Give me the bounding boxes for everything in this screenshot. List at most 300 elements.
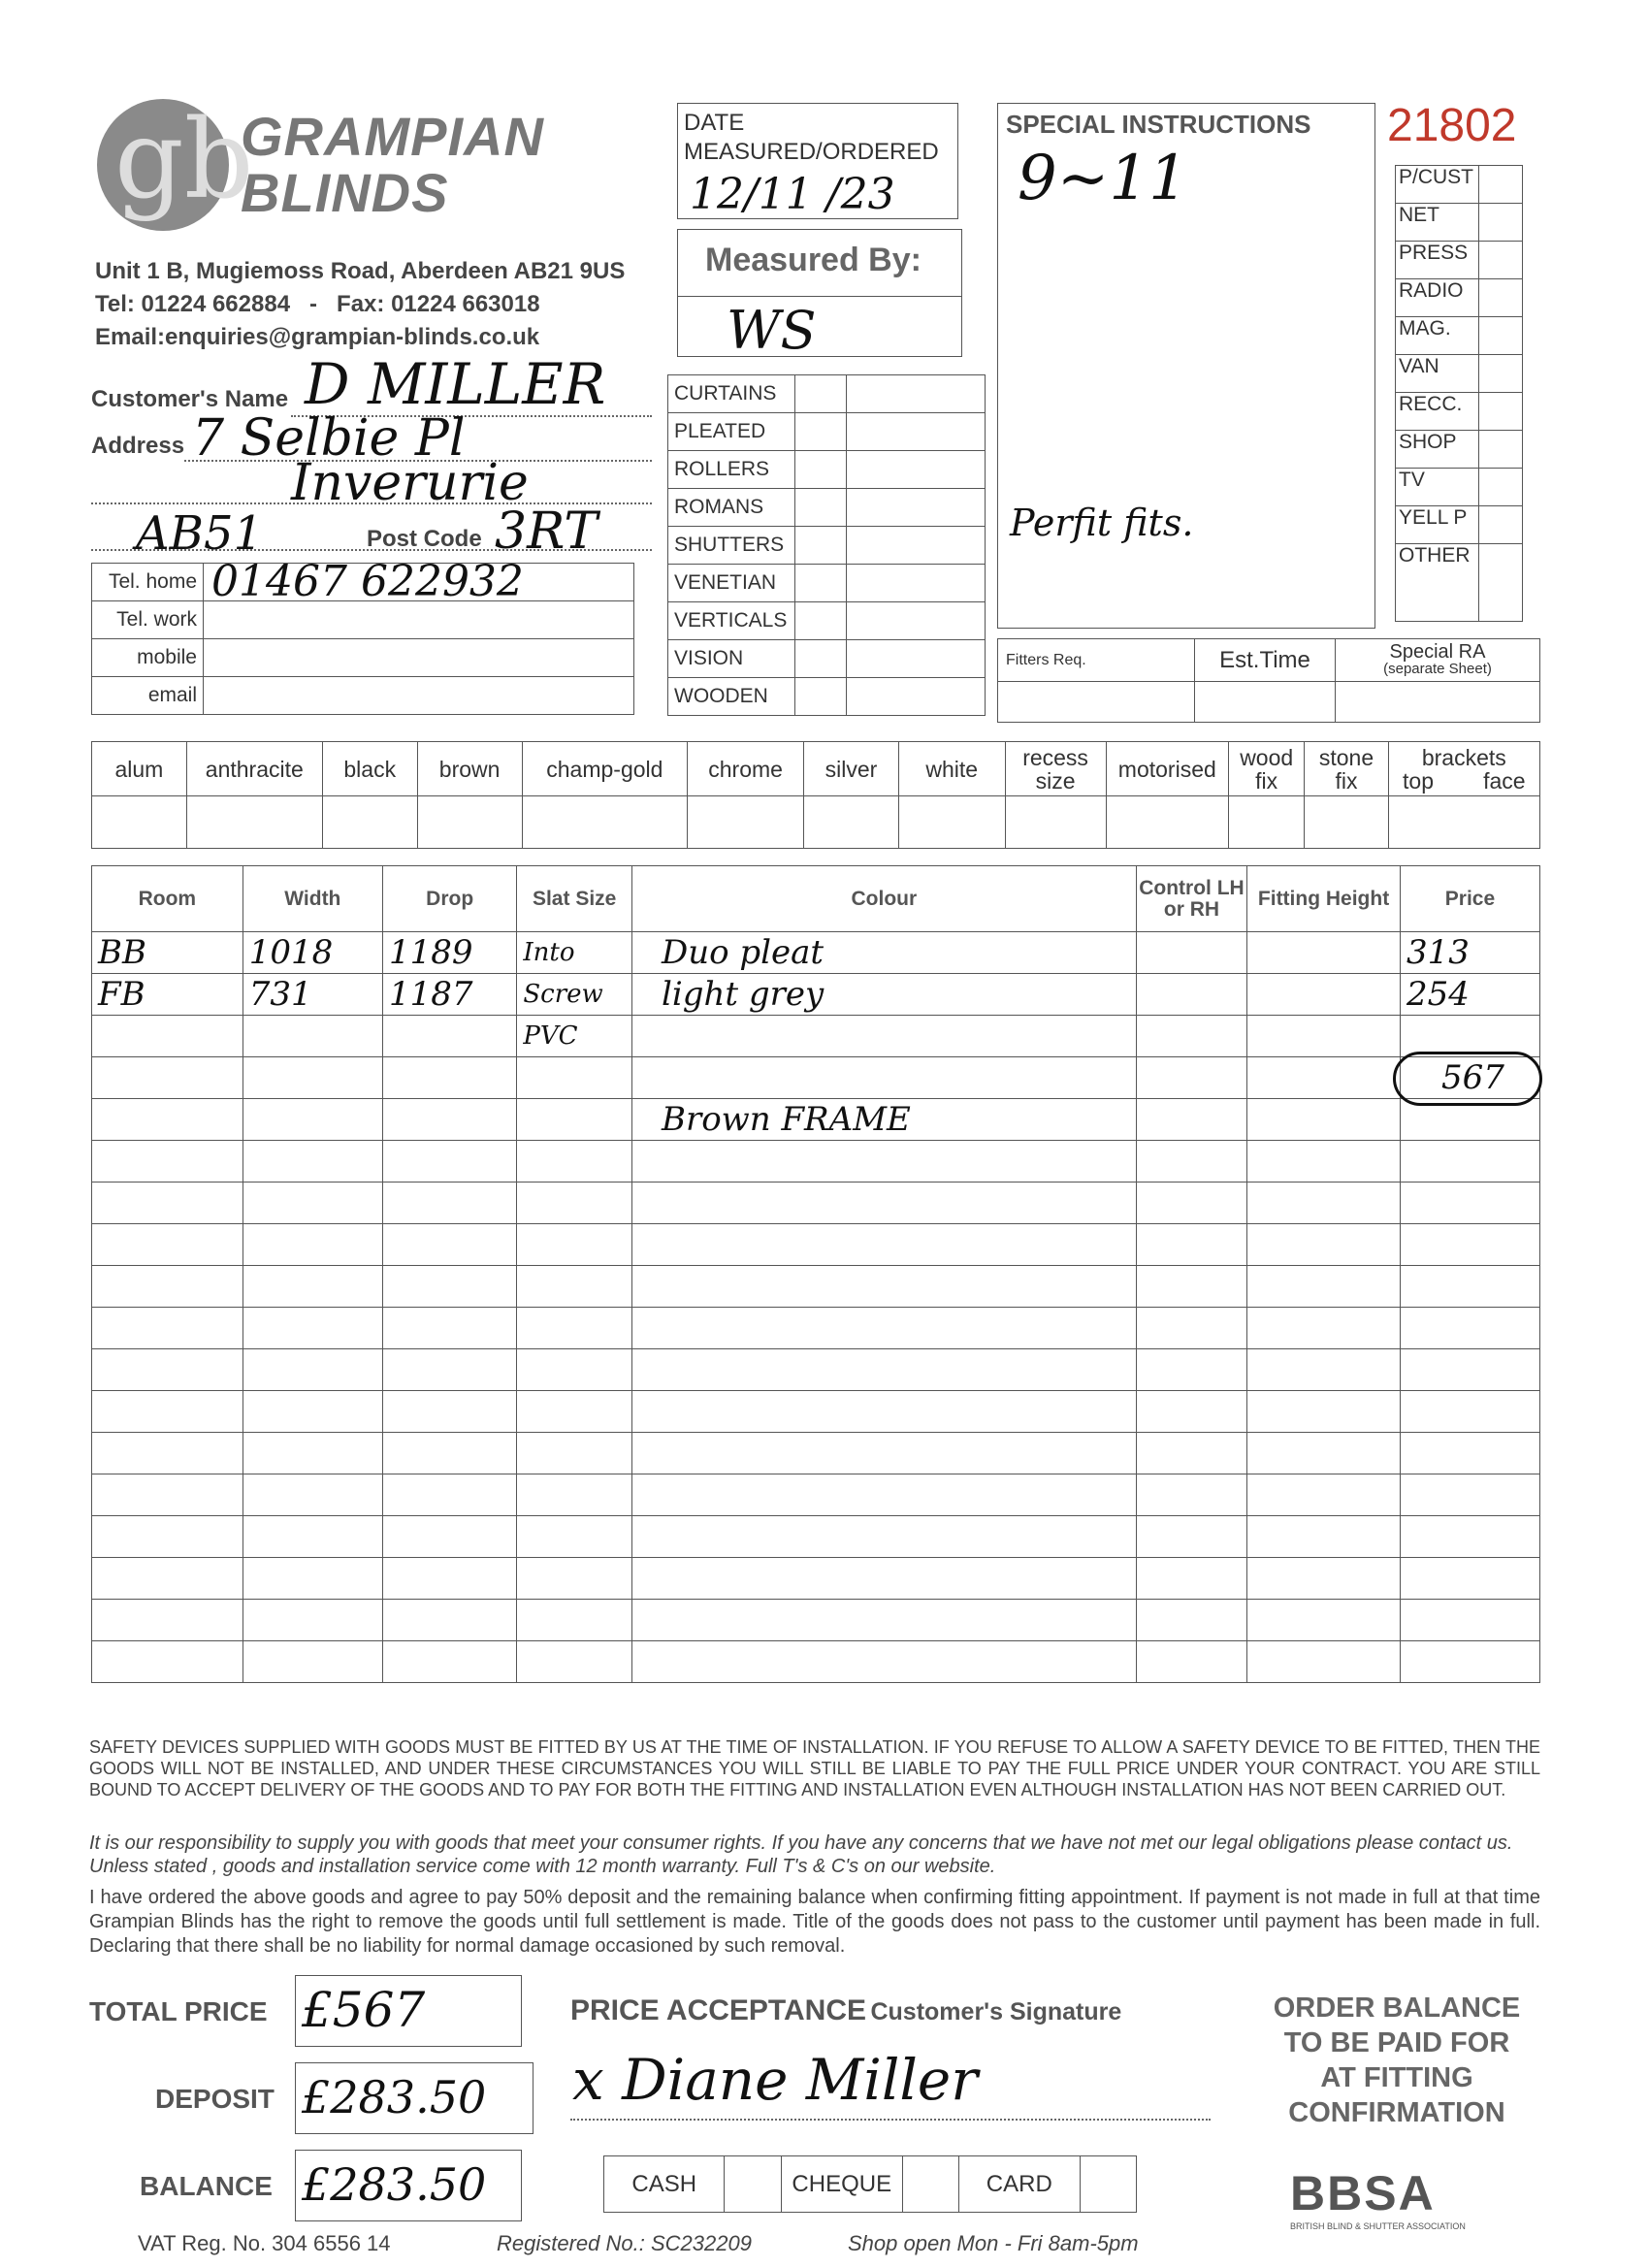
- finish-checkbox[interactable]: [804, 796, 899, 849]
- order-cell-room[interactable]: [92, 1141, 243, 1183]
- source-checkbox[interactable]: [1479, 166, 1523, 204]
- order-cell-control[interactable]: [1136, 1349, 1246, 1391]
- order-cell-slat-size[interactable]: [517, 1349, 632, 1391]
- order-cell-colour[interactable]: [631, 1057, 1136, 1099]
- finish-checkbox[interactable]: [522, 796, 688, 849]
- order-table: [91, 865, 1540, 1683]
- order-cell-width[interactable]: [242, 1141, 382, 1183]
- order-cell-control[interactable]: [1136, 1391, 1246, 1433]
- product-row: [668, 565, 986, 602]
- product-qty[interactable]: [795, 375, 847, 413]
- order-cell-slat-size[interactable]: Screw: [517, 974, 632, 1016]
- product-qty[interactable]: [795, 489, 847, 527]
- order-cell-colour[interactable]: Brown FRAME: [631, 1099, 1136, 1141]
- source-label: YELL P: [1396, 506, 1479, 544]
- order-cell-slat-size[interactable]: [517, 1558, 632, 1600]
- order-cell-slat-size[interactable]: [517, 1224, 632, 1266]
- source-checkbox[interactable]: [1479, 393, 1523, 431]
- order-cell-fitting-height[interactable]: [1247, 1057, 1401, 1099]
- shop-hours: Shop open Mon - Fri 8am-5pm: [848, 2231, 1139, 2255]
- order-cell-drop[interactable]: [382, 1558, 516, 1600]
- finish-label: alum: [114, 756, 164, 782]
- source-label: VAN: [1396, 355, 1479, 393]
- order-cell-control[interactable]: [1136, 1099, 1246, 1141]
- order-cell-drop[interactable]: [382, 1266, 516, 1308]
- product-qty[interactable]: [795, 527, 847, 565]
- order-cell-fitting-height[interactable]: [1247, 1391, 1401, 1433]
- order-cell-control[interactable]: [1136, 1016, 1246, 1057]
- order-row: [92, 1474, 1540, 1516]
- product-notes[interactable]: [847, 413, 986, 451]
- order-cell-control[interactable]: [1136, 1474, 1246, 1516]
- finish-checkbox[interactable]: [1388, 796, 1539, 849]
- order-cell-width[interactable]: [242, 1516, 382, 1558]
- order-cell-room[interactable]: [92, 1224, 243, 1266]
- product-qty[interactable]: [795, 678, 847, 716]
- product-label: VENETIAN: [668, 565, 795, 602]
- order-cell-slat-size[interactable]: PVC: [517, 1016, 632, 1057]
- special-instructions-line2[interactable]: Perfit fits.: [1010, 502, 1194, 544]
- order-cell-width[interactable]: [242, 1474, 382, 1516]
- product-label: WOODEN: [668, 678, 795, 716]
- source-checkbox[interactable]: [1479, 279, 1523, 317]
- order-cell-width[interactable]: [242, 1308, 382, 1349]
- order-cell-control[interactable]: [1136, 1433, 1246, 1474]
- order-cell-room[interactable]: [92, 1266, 243, 1308]
- postcode-part2[interactable]: 3RT: [495, 502, 598, 561]
- order-cell-price[interactable]: [1400, 1016, 1539, 1057]
- order-header: Fitting Height: [1247, 866, 1401, 932]
- order-cell-room[interactable]: [92, 1391, 243, 1433]
- order-cell-slat-size[interactable]: [517, 1057, 632, 1099]
- finish-label: brown: [438, 756, 501, 782]
- order-cell-width[interactable]: [242, 1266, 382, 1308]
- order-cell-slat-size[interactable]: [517, 1308, 632, 1349]
- source-checkbox[interactable]: [1479, 469, 1523, 506]
- order-cell-slat-size[interactable]: [517, 1433, 632, 1474]
- payment-method-cash: CASH: [604, 2156, 725, 2213]
- order-cell-room[interactable]: BB: [92, 932, 243, 974]
- order-cell-room[interactable]: [92, 1641, 243, 1683]
- order-row: [92, 1183, 1540, 1224]
- order-cell-width[interactable]: 731: [242, 974, 382, 1016]
- source-row: [1396, 204, 1523, 242]
- company-name-line2: BLINDS: [241, 162, 449, 223]
- order-cell-colour[interactable]: [631, 1641, 1136, 1683]
- order-cell-price[interactable]: 313: [1400, 932, 1539, 974]
- source-row: [1396, 469, 1523, 506]
- order-cell-colour[interactable]: [631, 1349, 1136, 1391]
- postcode-part1[interactable]: AB51: [136, 506, 264, 561]
- product-row: [668, 375, 986, 413]
- source-checkbox[interactable]: [1479, 506, 1523, 544]
- order-cell-room[interactable]: [92, 1057, 243, 1099]
- special-ra-value[interactable]: [1336, 682, 1540, 723]
- order-cell-width[interactable]: [242, 1016, 382, 1057]
- order-cell-colour[interactable]: [631, 1558, 1136, 1600]
- total-circle-mark: [1393, 1052, 1542, 1106]
- order-cell-drop[interactable]: 1187: [382, 974, 516, 1016]
- product-row: [668, 527, 986, 565]
- order-cell-fitting-height[interactable]: [1247, 1558, 1401, 1600]
- order-cell-colour[interactable]: [631, 1308, 1136, 1349]
- special-ra-cell: [1336, 639, 1540, 682]
- order-cell-width[interactable]: 1018: [242, 932, 382, 974]
- balance-value[interactable]: £283.50: [295, 2150, 522, 2221]
- deposit-value[interactable]: £283.50: [295, 2062, 534, 2134]
- product-qty[interactable]: [795, 565, 847, 602]
- order-cell-price[interactable]: [1400, 1349, 1539, 1391]
- payment-method-cheque: CHEQUE: [781, 2156, 902, 2213]
- order-cell-room[interactable]: [92, 1433, 243, 1474]
- order-cell-control[interactable]: [1136, 1600, 1246, 1641]
- order-cell-room[interactable]: [92, 1016, 243, 1057]
- source-checkbox[interactable]: [1479, 544, 1523, 622]
- order-cell-fitting-height[interactable]: [1247, 1600, 1401, 1641]
- order-cell-price[interactable]: [1400, 1433, 1539, 1474]
- source-label: P/CUST: [1396, 166, 1479, 204]
- order-cell-fitting-height[interactable]: [1247, 1349, 1401, 1391]
- order-cell-width[interactable]: [242, 1099, 382, 1141]
- order-cell-fitting-height[interactable]: [1247, 932, 1401, 974]
- order-cell-room[interactable]: FB: [92, 974, 243, 1016]
- source-table: [1395, 165, 1523, 622]
- finish-option: [1228, 742, 1304, 796]
- order-cell-drop[interactable]: [382, 1308, 516, 1349]
- finish-label: anthracite: [205, 756, 304, 782]
- order-cell-control[interactable]: [1136, 1057, 1246, 1099]
- order-header: Drop: [382, 866, 516, 932]
- product-notes[interactable]: [847, 565, 986, 602]
- order-cell-slat-size[interactable]: [517, 1391, 632, 1433]
- order-cell-price[interactable]: [1400, 1558, 1539, 1600]
- finish-checkbox[interactable]: [1228, 796, 1304, 849]
- order-cell-price[interactable]: 567: [1400, 1057, 1539, 1099]
- order-cell-price[interactable]: [1400, 1099, 1539, 1141]
- order-cell-control[interactable]: [1136, 1183, 1246, 1224]
- finish-checkbox[interactable]: [92, 796, 187, 849]
- contact-label: email: [92, 677, 204, 715]
- address-line2[interactable]: Inverurie: [291, 454, 529, 512]
- order-cell-width[interactable]: [242, 1558, 382, 1600]
- company-name-line1: GRAMPIAN: [241, 106, 544, 167]
- finish-option: [322, 742, 417, 796]
- order-cell-drop[interactable]: [382, 1057, 516, 1099]
- order-cell-width[interactable]: [242, 1183, 382, 1224]
- order-cell-control[interactable]: [1136, 932, 1246, 974]
- order-cell-fitting-height[interactable]: [1247, 1224, 1401, 1266]
- source-label: RADIO: [1396, 279, 1479, 317]
- order-cell-width[interactable]: [242, 1641, 382, 1683]
- product-label: ROMANS: [668, 489, 795, 527]
- order-cell-fitting-height[interactable]: [1247, 1183, 1401, 1224]
- finish-option: [688, 742, 804, 796]
- source-label: OTHER: [1396, 544, 1479, 622]
- address-line1[interactable]: 7 Selbie Pl: [192, 409, 466, 468]
- order-cell-price[interactable]: [1400, 1474, 1539, 1516]
- order-cell-fitting-height[interactable]: [1247, 974, 1401, 1016]
- fitters-table: [997, 638, 1540, 723]
- product-notes[interactable]: [847, 640, 986, 678]
- order-cell-room[interactable]: [92, 1349, 243, 1391]
- order-cell-colour[interactable]: [631, 1474, 1136, 1516]
- order-cell-price[interactable]: [1400, 1600, 1539, 1641]
- order-cell-price[interactable]: [1400, 1266, 1539, 1308]
- total-price-label: TOTAL PRICE: [89, 1996, 268, 2026]
- order-cell-drop[interactable]: [382, 1600, 516, 1641]
- contact-value[interactable]: [204, 601, 634, 639]
- finish-option: [1388, 742, 1539, 796]
- product-notes[interactable]: [847, 602, 986, 640]
- finish-label: white: [925, 756, 979, 782]
- order-cell-room[interactable]: [92, 1516, 243, 1558]
- company-logo: [95, 97, 254, 233]
- order-cell-price[interactable]: [1400, 1641, 1539, 1683]
- order-cell-slat-size[interactable]: [517, 1266, 632, 1308]
- product-row: [668, 451, 986, 489]
- product-notes[interactable]: [847, 678, 986, 716]
- source-label: MAG.: [1396, 317, 1479, 355]
- order-cell-drop[interactable]: [382, 1433, 516, 1474]
- order-cell-width[interactable]: [242, 1224, 382, 1266]
- order-header: Price: [1400, 866, 1539, 932]
- measured-by-box: [677, 229, 962, 361]
- order-balance-note: [1242, 1991, 1552, 2130]
- order-cell-width[interactable]: [242, 1433, 382, 1474]
- finish-checkbox[interactable]: [688, 796, 804, 849]
- date-box: [677, 103, 958, 219]
- finish-checkbox[interactable]: [898, 796, 1005, 849]
- est-time-label: Est.Time: [1195, 639, 1336, 682]
- order-cell-slat-size[interactable]: [517, 1516, 632, 1558]
- measured-by-value[interactable]: WS: [727, 300, 817, 361]
- order-cell-price[interactable]: [1400, 1224, 1539, 1266]
- order-cell-control[interactable]: [1136, 1516, 1246, 1558]
- terms-agreement: I have ordered the above goods and agree to pay 50% deposit and the remaining balance when confirming fitting appointment. If payment is not made in full at that time Grampian Blinds has the right to remove the goods until full settlement is made. Title of the goods does not pass to the customer until payment has been made in full. Declaring that there shall be no liability for normal damage occasioned by such removal.: [89, 1887, 1540, 1957]
- special-instructions-line1[interactable]: 9~11: [1018, 143, 1188, 214]
- order-cell-colour[interactable]: [631, 1266, 1136, 1308]
- contact-value[interactable]: [204, 639, 634, 677]
- order-cell-drop[interactable]: [382, 1183, 516, 1224]
- order-cell-fitting-height[interactable]: [1247, 1099, 1401, 1141]
- order-cell-colour[interactable]: [631, 1224, 1136, 1266]
- order-cell-fitting-height[interactable]: [1247, 1141, 1401, 1183]
- order-cell-room[interactable]: [92, 1308, 243, 1349]
- finish-option: [186, 742, 322, 796]
- order-cell-control[interactable]: [1136, 1641, 1246, 1683]
- order-header: Colour: [631, 866, 1136, 932]
- fitters-req-label: Fitters Req.: [998, 639, 1195, 682]
- finish-sublabel: size: [1035, 767, 1076, 794]
- finish-checkbox[interactable]: [417, 796, 522, 849]
- total-price-value[interactable]: £567: [295, 1975, 522, 2047]
- order-cell-room[interactable]: [92, 1600, 243, 1641]
- terms-rights: It is our responsibility to supply you with goods that meet your consumer rights. If you have any concerns that we have not met our legal obligations please contact us. Unless stated , goods and installation service come with 12 month warranty. Full T's & C's on our website.: [89, 1832, 1513, 1877]
- contact-row: [92, 677, 634, 715]
- order-cell-width[interactable]: [242, 1057, 382, 1099]
- order-row: [92, 1516, 1540, 1558]
- order-cell-colour[interactable]: [631, 1433, 1136, 1474]
- order-cell-drop[interactable]: 1189: [382, 932, 516, 974]
- contact-table: [91, 557, 634, 715]
- finish-checkbox[interactable]: [322, 796, 417, 849]
- order-cell-price[interactable]: [1400, 1308, 1539, 1349]
- order-cell-colour[interactable]: [631, 1141, 1136, 1183]
- order-cell-fitting-height[interactable]: [1247, 1433, 1401, 1474]
- product-qty[interactable]: [795, 451, 847, 489]
- order-cell-drop[interactable]: [382, 1141, 516, 1183]
- price-acceptance-label: PRICE ACCEPTANCE: [570, 1994, 867, 2026]
- source-checkbox[interactable]: [1479, 242, 1523, 279]
- order-cell-drop[interactable]: [382, 1224, 516, 1266]
- order-cell-colour[interactable]: Duo pleat: [631, 932, 1136, 974]
- order-cell-control[interactable]: [1136, 974, 1246, 1016]
- order-cell-price[interactable]: [1400, 1516, 1539, 1558]
- order-cell-slat-size[interactable]: [517, 1474, 632, 1516]
- order-cell-slat-size[interactable]: Into: [517, 932, 632, 974]
- order-cell-control[interactable]: [1136, 1224, 1246, 1266]
- order-cell-control[interactable]: [1136, 1141, 1246, 1183]
- finish-option: [92, 742, 187, 796]
- order-row: [92, 1016, 1540, 1057]
- order-cell-drop[interactable]: [382, 1516, 516, 1558]
- finish-option: [522, 742, 688, 796]
- order-cell-slat-size[interactable]: [517, 1183, 632, 1224]
- order-cell-width[interactable]: [242, 1600, 382, 1641]
- company-email: Email:enquiries@grampian-blinds.co.uk: [95, 324, 540, 350]
- order-cell-slat-size[interactable]: [517, 1099, 632, 1141]
- order-cell-price[interactable]: [1400, 1391, 1539, 1433]
- finish-checkbox[interactable]: [186, 796, 322, 849]
- finish-sublabel: top face: [1403, 767, 1526, 794]
- order-cell-colour[interactable]: [631, 1516, 1136, 1558]
- order-cell-price[interactable]: 254: [1400, 974, 1539, 1016]
- product-label: SHUTTERS: [668, 527, 795, 565]
- source-checkbox[interactable]: [1479, 204, 1523, 242]
- order-cell-colour[interactable]: light grey: [631, 974, 1136, 1016]
- contact-value[interactable]: 01467 622932: [204, 564, 634, 601]
- finishes-table: [91, 741, 1540, 849]
- product-notes[interactable]: [847, 451, 986, 489]
- payment-checkbox[interactable]: [725, 2156, 781, 2213]
- order-cell-fitting-height[interactable]: [1247, 1266, 1401, 1308]
- source-label: PRESS: [1396, 242, 1479, 279]
- source-checkbox[interactable]: [1479, 431, 1523, 469]
- special-instructions-box: [997, 103, 1375, 629]
- deposit-label: DEPOSIT: [155, 2084, 275, 2114]
- source-checkbox[interactable]: [1479, 317, 1523, 355]
- source-label: TV: [1396, 469, 1479, 506]
- order-balance-line1: ORDER BALANCE: [1273, 1993, 1521, 2024]
- customer-name-value[interactable]: D MILLER: [305, 351, 606, 417]
- order-cell-room[interactable]: [92, 1558, 243, 1600]
- company-address: Unit 1 B, Mugiemoss Road, Aberdeen AB21 9US: [95, 258, 626, 284]
- order-cell-colour[interactable]: [631, 1600, 1136, 1641]
- order-cell-price[interactable]: [1400, 1141, 1539, 1183]
- finish-checkbox[interactable]: [1305, 796, 1388, 849]
- order-row: [92, 1558, 1540, 1600]
- order-cell-control[interactable]: [1136, 1558, 1246, 1600]
- order-cell-room[interactable]: [92, 1474, 243, 1516]
- order-cell-width[interactable]: [242, 1349, 382, 1391]
- bbsa-logo-subtitle: BRITISH BLIND & SHUTTER ASSOCIATION: [1290, 2221, 1466, 2231]
- order-cell-width[interactable]: [242, 1391, 382, 1433]
- product-notes[interactable]: [847, 527, 986, 565]
- product-row: [668, 489, 986, 527]
- order-row: [92, 1141, 1540, 1183]
- source-row: [1396, 317, 1523, 355]
- payment-checkbox[interactable]: [1080, 2156, 1136, 2213]
- product-qty[interactable]: [795, 602, 847, 640]
- product-notes[interactable]: [847, 375, 986, 413]
- order-cell-drop[interactable]: [382, 1391, 516, 1433]
- order-cell-colour[interactable]: [631, 1183, 1136, 1224]
- finish-label: recess: [1022, 744, 1088, 770]
- order-cell-drop[interactable]: [382, 1474, 516, 1516]
- order-cell-price[interactable]: [1400, 1183, 1539, 1224]
- order-cell-drop[interactable]: [382, 1641, 516, 1683]
- contact-value[interactable]: [204, 677, 634, 715]
- order-row: [92, 1641, 1540, 1683]
- order-cell-drop[interactable]: [382, 1099, 516, 1141]
- finish-label: champ-gold: [546, 756, 663, 782]
- product-row: [668, 413, 986, 451]
- measured-by-label: Measured By:: [705, 242, 922, 278]
- payment-checkbox[interactable]: [902, 2156, 958, 2213]
- order-cell-control[interactable]: [1136, 1308, 1246, 1349]
- product-notes[interactable]: [847, 489, 986, 527]
- order-cell-fitting-height[interactable]: [1247, 1641, 1401, 1683]
- order-cell-fitting-height[interactable]: [1247, 1516, 1401, 1558]
- order-cell-room[interactable]: [92, 1099, 243, 1141]
- source-row: [1396, 431, 1523, 469]
- company-tel-fax: Tel: 01224 662884 - Fax: 01224 663018: [95, 291, 540, 317]
- order-cell-room[interactable]: [92, 1183, 243, 1224]
- finish-checkbox[interactable]: [1005, 796, 1106, 849]
- fitters-req-value[interactable]: [998, 682, 1195, 723]
- source-label: RECC.: [1396, 393, 1479, 431]
- order-row: [92, 1099, 1540, 1141]
- source-label: NET: [1396, 204, 1479, 242]
- source-checkbox[interactable]: [1479, 355, 1523, 393]
- order-row: [92, 1266, 1540, 1308]
- order-cell-slat-size[interactable]: [517, 1641, 632, 1683]
- order-cell-colour[interactable]: [631, 1391, 1136, 1433]
- order-row: [92, 1057, 1540, 1099]
- order-cell-slat-size[interactable]: [517, 1600, 632, 1641]
- order-balance-line2: TO BE PAID FOR: [1283, 2027, 1510, 2058]
- order-cell-fitting-height[interactable]: [1247, 1474, 1401, 1516]
- payment-table: [603, 2155, 1137, 2213]
- est-time-value[interactable]: [1195, 682, 1336, 723]
- finish-checkbox[interactable]: [1106, 796, 1228, 849]
- date-value[interactable]: 12/11 /23: [690, 170, 895, 219]
- order-cell-fitting-height[interactable]: [1247, 1016, 1401, 1057]
- product-qty[interactable]: [795, 413, 847, 451]
- product-label: CURTAINS: [668, 375, 795, 413]
- order-cell-drop[interactable]: [382, 1349, 516, 1391]
- order-cell-control[interactable]: [1136, 1266, 1246, 1308]
- terms-safety: SAFETY DEVICES SUPPLIED WITH GOODS MUST BE FITTED BY US AT THE TIME OF INSTALLATION. IF YOU REFUSE TO ALLOW A SAFETY DEVICE TO BE FITTED, THEN THE GOODS WILL NOT BE INSTALLED, AND UNDER THESE CIRCUMSTANCES YOU WILL STILL BE LIABLE TO PAY THE FULL PRICE UNDER YOUR CONTRACT. YOU ARE STILL BOUND TO ACCEPT DELIVERY OF THE GOODS AND TO PAY FOR BOTH THE FITTING AND INSTALLATION EVEN ALTHOUGH INSTALLATION HAS NOT BEEN CARRIED OUT.: [89, 1737, 1540, 1799]
- order-cell-fitting-height[interactable]: [1247, 1308, 1401, 1349]
- finish-option: [417, 742, 522, 796]
- customer-signature[interactable]: x Diane Miller: [572, 2047, 978, 2113]
- product-qty[interactable]: [795, 640, 847, 678]
- order-cell-drop[interactable]: [382, 1016, 516, 1057]
- special-ra-sub: (separate Sheet): [1383, 660, 1492, 677]
- order-cell-colour[interactable]: [631, 1016, 1136, 1057]
- order-cell-slat-size[interactable]: [517, 1141, 632, 1183]
